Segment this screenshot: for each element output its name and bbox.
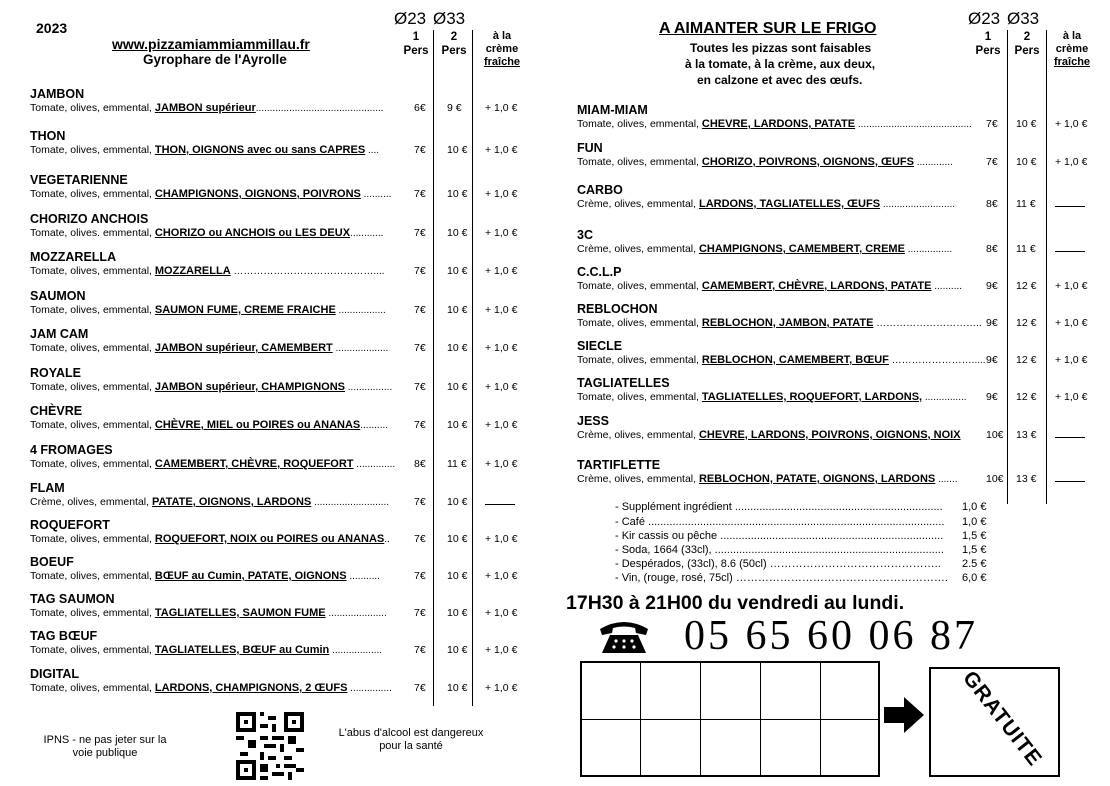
pizza-ingredients: REBLOCHON, PATATE, OIGNONS, LARDONS: [698, 473, 936, 485]
pizza-name: CHÈVRE: [30, 404, 83, 418]
pizza-ingredients: ROQUEFORT, NOIX ou POIRES ou ANANAS: [154, 533, 385, 545]
pizza-base: Crème, olives, emmental,: [577, 198, 699, 210]
pizza-description: [30, 644, 382, 656]
right-col-divider-1: [1007, 30, 1008, 504]
price-cream-supplement: + 1,0 €: [485, 304, 518, 316]
dot-leader: ...........................: [311, 497, 390, 508]
price-2-pers: 13 €: [1016, 429, 1037, 441]
pizza-base: Tomate, olives, emmental,: [30, 607, 155, 619]
dot-leader: ……………………………………....: [230, 266, 385, 277]
pizza-name: REBLOCHON: [577, 302, 658, 316]
pizza-description: [30, 570, 380, 582]
price-1-pers: 8€: [986, 198, 998, 210]
price-1-pers: 7€: [414, 644, 426, 656]
extra-item-price: 6,0 €: [962, 572, 987, 584]
price-2-pers: 10 €: [447, 265, 468, 277]
intro-line-3: en calzone et avec des œufs.: [697, 73, 863, 87]
price-cream-supplement: + 1,0 €: [485, 188, 518, 200]
pizza-description: [577, 243, 952, 255]
pizza-base: Tomate, olives, emmental,: [577, 391, 702, 403]
pizza-base: Tomate, olives, emmental,: [30, 304, 155, 316]
pizza-name: ROQUEFORT: [30, 518, 110, 532]
price-1-pers: 9€: [986, 391, 998, 403]
extra-item-price: 1,0 €: [962, 501, 987, 513]
pizza-base: Tomate, olives, emmental,: [30, 342, 155, 354]
pizza-ingredients: REBLOCHON, CAMEMBERT, BŒUF: [701, 354, 889, 366]
pizza-ingredients: CHORIZO ou ANCHOIS ou LES DEUX: [154, 227, 351, 239]
right-size-23-label: Ø23: [968, 9, 1001, 28]
website-link[interactable]: www.pizzamiammiammillau.fr: [112, 36, 310, 52]
pizza-description: [577, 391, 967, 403]
pizza-name: TAGLIATELLES: [577, 376, 670, 390]
price-1-pers: 7€: [986, 118, 998, 130]
right-title: A AIMANTER SUR LE FRIGO: [659, 20, 877, 37]
pizza-description: [30, 381, 392, 393]
price-2-pers: 10 €: [447, 570, 468, 582]
alcohol-warning: L'abus d'alcool est dangereux pour la santé: [338, 727, 484, 752]
right-col-2-num: 2: [1023, 31, 1031, 43]
extra-item-label: - Café .................................................................................................: [615, 516, 945, 528]
pizza-base: Tomate, olives, emmental,: [577, 118, 702, 130]
price-2-pers: 13 €: [1016, 473, 1037, 485]
price-1-pers: 7€: [414, 265, 426, 277]
pizza-base: Tomate, olives, emmental,: [30, 144, 155, 156]
pizza-name: 3C: [577, 228, 593, 242]
right-col-1-num: 1: [984, 31, 992, 43]
dot-leader: .................: [335, 305, 386, 316]
dot-leader: ...................: [332, 343, 389, 354]
col-1-label: Pers: [403, 45, 429, 57]
price-1-pers: 7€: [414, 144, 426, 156]
col-2-pers-header: [437, 30, 471, 58]
dot-leader: ................: [904, 244, 953, 255]
pizza-ingredients: REBLOCHON, JAMBON, PATATE: [701, 317, 874, 329]
pizza-name: JAMBON: [30, 87, 85, 101]
no-cream-dash: [1055, 243, 1085, 255]
pizza-ingredients: CHÈVRE, MIEL ou POIRES ou ANANAS: [154, 419, 361, 431]
right-cream-line-3: fraîche: [1053, 56, 1091, 68]
pizza-description: [30, 607, 387, 619]
pizza-name: CHORIZO ANCHOIS: [30, 212, 149, 226]
price-2-pers: 10 €: [447, 419, 468, 431]
dot-leader: ..: [384, 534, 390, 545]
price-1-pers: 7€: [414, 682, 426, 694]
price-1-pers: 7€: [414, 227, 426, 239]
price-cream-supplement: + 1,0 €: [485, 533, 518, 545]
pizza-description: [30, 304, 386, 316]
pizza-ingredients: JAMBON supérieur, CAMEMBERT: [154, 342, 333, 354]
price-cream-supplement: + 1,0 €: [485, 342, 518, 354]
pizza-name: FLAM: [30, 481, 65, 495]
price-2-pers: 10 €: [1016, 156, 1037, 168]
pizza-name: MOZZARELLA: [30, 250, 117, 264]
price-1-pers: 7€: [414, 533, 426, 545]
pizza-name: DIGITAL: [30, 667, 80, 681]
cream-line-3: fraîche: [483, 56, 521, 68]
stamp-box: [581, 719, 641, 776]
year: 2023: [36, 20, 68, 36]
pizza-ingredients: CHORIZO, POIVRONS, OIGNONS, ŒUFS: [701, 156, 914, 168]
price-cream-supplement: + 1,0 €: [485, 458, 518, 470]
extra-item-label: - Supplément ingrédient ....................................................................: [615, 501, 943, 513]
pizza-name: 4 FROMAGES: [30, 443, 113, 457]
pizza-name: THON: [30, 129, 66, 143]
extra-item-label: - Soda, 1664 (33cl), ...........................................................................: [615, 544, 944, 556]
pizza-description: [30, 342, 388, 354]
pizza-base: Tomate, olives, emmental,: [30, 188, 155, 200]
pizza-base: Tomate, olives, emmental,: [30, 419, 155, 431]
free-stamp-label: GRATUITE: [958, 666, 1047, 771]
right-cream-line-2: crème: [1055, 43, 1089, 55]
pizza-ingredients: CAMEMBERT, CHÈVRE, ROQUEFORT: [154, 458, 354, 470]
pizza-ingredients: PATATE, OIGNONS, LARDONS: [151, 496, 312, 508]
price-2-pers: 10 €: [447, 682, 468, 694]
left-col-divider-2: [472, 30, 473, 706]
no-cream-dash: [1055, 429, 1085, 441]
dot-leader: ...............: [922, 392, 967, 403]
pizza-ingredients: TAGLIATELLES, SAUMON FUME: [154, 607, 326, 619]
col-1-num: 1: [412, 31, 420, 43]
price-2-pers: 10 €: [447, 381, 468, 393]
pizza-description: [30, 102, 384, 114]
no-cream-dash: [1055, 473, 1085, 485]
right-cream-line-1: à la: [1062, 30, 1082, 42]
stamp-box: [640, 662, 701, 720]
free-pizza-box: [929, 667, 1060, 777]
dot-leader: ....: [365, 145, 380, 156]
price-2-pers: 10 €: [447, 188, 468, 200]
pizza-ingredients: THON, OIGNONS avec ou sans CAPRES: [154, 144, 366, 156]
intro-line-1: Toutes les pizzas sont faisables: [690, 41, 872, 55]
price-2-pers: 12 €: [1016, 391, 1037, 403]
price-2-pers: 11 €: [1016, 198, 1036, 210]
left-col-divider-1: [433, 30, 434, 706]
pizza-name: TAG BŒUF: [30, 629, 98, 643]
price-1-pers: 7€: [414, 496, 426, 508]
pizza-base: Tomate, olives, emmental,: [30, 102, 155, 114]
price-2-pers: 10 €: [1016, 118, 1037, 130]
dot-leader: ................: [344, 382, 393, 393]
price-cream-supplement: + 1,0 €: [1055, 156, 1088, 168]
pizza-name: JAM CAM: [30, 327, 89, 341]
phone-number[interactable]: 05 65 60 06 87: [684, 613, 978, 659]
pizza-base: Tomate, olives, emmental,: [30, 570, 155, 582]
price-2-pers: 9 €: [447, 102, 462, 114]
size-23-label: Ø23: [394, 9, 427, 28]
pizza-name: BOEUF: [30, 555, 74, 569]
pizza-name: ROYALE: [30, 366, 81, 380]
extra-item-label: - Despérados, (33cl), 8.6 (50cl) ………………………………………..: [615, 558, 941, 570]
pizza-name: TARTIFLETTE: [577, 458, 661, 472]
price-1-pers: 9€: [986, 317, 998, 329]
pizza-base: Tomate, olives. emmental,: [30, 227, 155, 239]
price-2-pers: 11 €: [1016, 243, 1036, 255]
dot-leader: .............: [913, 157, 953, 168]
price-2-pers: 11 €: [447, 458, 467, 470]
price-1-pers: 9€: [986, 354, 998, 366]
right-col-divider-2: [1046, 30, 1047, 504]
pizza-ingredients: CHEVRE, LARDONS, PATATE: [701, 118, 856, 130]
col-1-pers-header: [402, 30, 430, 58]
pizza-base: Tomate, olives, emmental,: [30, 265, 155, 277]
pizza-name: MIAM-MIAM: [577, 103, 648, 117]
extra-item-price: 2.5 €: [962, 558, 987, 570]
price-2-pers: 10 €: [447, 342, 468, 354]
stamp-box: [760, 719, 821, 776]
extra-item-price: 1,5 €: [962, 544, 987, 556]
price-cream-supplement: + 1,0 €: [485, 381, 518, 393]
price-cream-supplement: + 1,0 €: [1055, 317, 1088, 329]
dot-leader: .........................................: [855, 119, 972, 130]
pizza-base: Tomate, olives, emmental,: [577, 354, 702, 366]
stamp-box: [640, 719, 701, 776]
pizza-name: SAUMON: [30, 289, 86, 303]
price-1-pers: 10€: [986, 473, 1004, 485]
pizza-description: [30, 144, 379, 156]
price-1-pers: 7€: [414, 188, 426, 200]
price-1-pers: 7€: [414, 381, 426, 393]
pizza-description: [577, 198, 955, 210]
pizza-base: Tomate, olives, emmental,: [30, 381, 155, 393]
price-1-pers: 6€: [414, 102, 426, 114]
pizza-ingredients: TAGLIATELLES, BŒUF au Cumin: [154, 644, 330, 656]
col-2-label: Pers: [441, 45, 467, 57]
pizza-ingredients: TAGLIATELLES, ROQUEFORT, LARDONS,: [701, 391, 923, 403]
price-cream-supplement: + 1,0 €: [485, 607, 518, 619]
pizza-base: Tomate, olives, emmental,: [30, 644, 155, 656]
stamp-box: [700, 662, 761, 720]
no-cream-dash: [485, 496, 515, 508]
price-2-pers: 10 €: [447, 144, 468, 156]
right-col-2-pers-header: [1010, 30, 1044, 58]
stamp-box: [760, 662, 821, 720]
pizza-ingredients: CAMEMBERT, CHÈVRE, LARDONS, PATATE: [701, 280, 932, 292]
loyalty-stamp-grid: [580, 661, 880, 777]
price-cream-supplement: + 1,0 €: [485, 265, 518, 277]
dot-leader: ..........................: [880, 199, 956, 210]
price-1-pers: 7€: [414, 342, 426, 354]
pizza-base: Tomate, olives, emmental,: [577, 280, 702, 292]
cream-line-1: à la: [492, 30, 512, 42]
dot-leader: ..........: [360, 420, 389, 431]
pizza-name: VEGETARIENNE: [30, 173, 128, 187]
price-1-pers: 7€: [986, 156, 998, 168]
dot-leader: ..............: [353, 459, 396, 470]
price-cream-supplement: + 1,0 €: [485, 682, 518, 694]
pizza-name: SIECLE: [577, 339, 623, 353]
dot-leader: ..........: [360, 189, 392, 200]
price-cream-supplement: + 1,0 €: [485, 102, 518, 114]
price-1-pers: 10€: [986, 429, 1004, 441]
pizza-ingredients: CHAMPIGNONS, OIGNONS, POIVRONS: [154, 188, 361, 200]
price-cream-supplement: + 1,0 €: [485, 144, 518, 156]
price-1-pers: 7€: [414, 570, 426, 582]
right-col-1-label: Pers: [975, 45, 1001, 57]
price-1-pers: 8€: [414, 458, 426, 470]
price-cream-supplement: + 1,0 €: [1055, 391, 1088, 403]
pizza-base: Tomate, olives, emmental,: [30, 533, 155, 545]
pizza-description: [30, 533, 390, 545]
pizza-base: Crème, olives, emmental,: [577, 429, 699, 441]
pizza-description: [577, 429, 961, 441]
stamp-box: [700, 719, 761, 776]
pizza-ingredients: SAUMON FUME, CREME FRAICHE: [154, 304, 336, 316]
pizza-base: Crème, olives, emmental,: [577, 473, 699, 485]
pizza-description: [577, 317, 982, 329]
pizza-description: [577, 156, 953, 168]
pizza-description: [577, 118, 972, 130]
price-cream-supplement: + 1,0 €: [485, 419, 518, 431]
pizza-base: Crème, olives, emmental,: [30, 496, 152, 508]
stamp-box: [820, 719, 879, 776]
subtitle: Gyrophare de l'Ayrolle: [143, 52, 287, 67]
price-1-pers: 8€: [986, 243, 998, 255]
col-2-num: 2: [450, 31, 458, 43]
extra-item-label: - Vin, (rouge, rosé, 75cl) ………………………………………………….: [615, 572, 948, 584]
right-col-2-label: Pers: [1014, 45, 1040, 57]
arrow-right-icon: [882, 693, 926, 737]
no-cream-dash: [1055, 198, 1085, 210]
pizza-description: [577, 473, 958, 485]
dot-leader: .......: [935, 474, 958, 485]
stamp-box: [820, 662, 879, 720]
pizza-description: [577, 354, 986, 366]
telephone-icon: [596, 619, 652, 655]
price-cream-supplement: + 1,0 €: [485, 227, 518, 239]
price-2-pers: 12 €: [1016, 354, 1037, 366]
pizza-description: [30, 227, 383, 239]
price-2-pers: 10 €: [447, 644, 468, 656]
price-cream-supplement: + 1,0 €: [485, 644, 518, 656]
extra-item-label: - Kir cassis ou pêche .........................................................................: [615, 530, 944, 542]
pizza-ingredients: CHEVRE, LARDONS, POIVRONS, OIGNONS, NOIX: [698, 429, 961, 441]
dot-leader: ..............................................: [255, 103, 384, 114]
price-2-pers: 12 €: [1016, 280, 1037, 292]
price-cream-supplement: + 1,0 €: [1055, 280, 1088, 292]
dot-leader: …………………………..: [873, 318, 982, 329]
price-cream-supplement: + 1,0 €: [1055, 354, 1088, 366]
right-size-33-label: Ø33: [1007, 9, 1040, 28]
price-1-pers: 7€: [414, 419, 426, 431]
pizza-name: C.C.L.P: [577, 265, 622, 279]
pizza-ingredients: LARDONS, CHAMPIGNONS, 2 ŒUFS: [154, 682, 348, 694]
dot-leader: ...........: [346, 571, 380, 582]
price-cream-supplement: + 1,0 €: [1055, 118, 1088, 130]
dot-leader: ............: [350, 228, 384, 239]
price-2-pers: 10 €: [447, 227, 468, 239]
price-2-pers: 12 €: [1016, 317, 1037, 329]
price-2-pers: 10 €: [447, 533, 468, 545]
pizza-description: [30, 496, 389, 508]
pizza-description: [577, 280, 962, 292]
ipns-notice: IPNS - ne pas jeter sur la voie publique: [43, 734, 167, 759]
right-col-cream-header: [1046, 30, 1098, 69]
opening-hours: 17H30 à 21H00 du vendredi au lundi.: [566, 592, 905, 614]
pizza-base: Tomate, olives, emmental,: [30, 458, 155, 470]
dot-leader: ..........: [931, 281, 963, 292]
pizza-ingredients: JAMBON supérieur: [154, 102, 256, 114]
dot-leader: …………………….....: [888, 355, 986, 366]
pizza-ingredients: BŒUF au Cumin, PATATE, OIGNONS: [154, 570, 347, 582]
pizza-description: [30, 682, 392, 694]
intro-line-2: à la tomate, à la crème, aux deux,: [685, 57, 876, 71]
price-2-pers: 10 €: [447, 607, 468, 619]
dot-leader: ..................: [329, 645, 383, 656]
right-col-1-pers-header: [974, 30, 1002, 58]
dot-leader: .....................: [325, 608, 387, 619]
pizza-ingredients: LARDONS, TAGLIATELLES, ŒUFS: [698, 198, 881, 210]
cream-line-2: crème: [485, 43, 519, 55]
pizza-ingredients: CHAMPIGNONS, CAMEMBERT, CREME: [698, 243, 905, 255]
pizza-name: FUN: [577, 141, 603, 155]
price-1-pers: 7€: [414, 607, 426, 619]
pizza-ingredients: JAMBON supérieur, CHAMPIGNONS: [154, 381, 345, 393]
pizza-description: [30, 265, 385, 277]
stamp-box: [581, 662, 641, 720]
pizza-description: [30, 188, 391, 200]
pizza-description: [30, 458, 395, 470]
price-cream-supplement: + 1,0 €: [485, 570, 518, 582]
pizza-description: [30, 419, 388, 431]
dot-leader: ...............: [347, 683, 392, 694]
pizza-base: Crème, olives, emmental,: [577, 243, 699, 255]
pizza-base: Tomate, olives, emmental,: [577, 156, 702, 168]
pizza-name: JESS: [577, 414, 609, 428]
size-33-label: Ø33: [433, 9, 466, 28]
extra-item-price: 1,5 €: [962, 530, 987, 542]
pizza-name: CARBO: [577, 183, 623, 197]
qr-code-icon: [236, 712, 304, 780]
col-cream-header: [474, 30, 530, 69]
pizza-base: Tomate, olives, emmental,: [30, 682, 155, 694]
pizza-base: Tomate, olives, emmental,: [577, 317, 702, 329]
pizza-name: TAG SAUMON: [30, 592, 115, 606]
price-2-pers: 10 €: [447, 304, 468, 316]
pizza-ingredients: MOZZARELLA: [154, 265, 231, 277]
price-1-pers: 7€: [414, 304, 426, 316]
price-1-pers: 9€: [986, 280, 998, 292]
price-2-pers: 10 €: [447, 496, 468, 508]
extra-item-price: 1,0 €: [962, 516, 987, 528]
